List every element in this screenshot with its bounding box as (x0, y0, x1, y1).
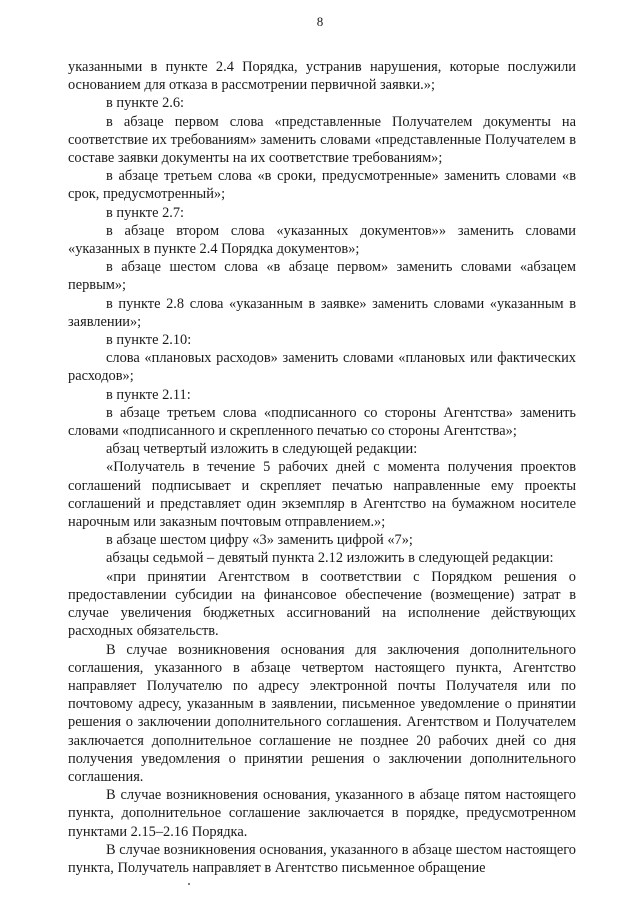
paragraph: В случае возникновения основания, указанного в абзаце шестом настоящего пункта, Получатель направляет в Агентство письменное обращение (68, 841, 576, 876)
paragraph: указанными в пункте 2.4 Порядка, устранив нарушения, которые послужили основанием для отказа в рассмотрении первичной заявки.»; (68, 59, 576, 94)
document-body (68, 58, 576, 877)
paragraph: в пункте 2.7: (106, 204, 185, 221)
paragraph: в абзаце третьем слова «подписанного со стороны Агентства» заменить словами «подписанного и скрепленного печатью со стороны Агентства»; (68, 404, 576, 440)
paragraph: слова «плановых расходов» заменить словами «плановых или фактических расходов»; (68, 350, 576, 385)
paragraph: в пункте 2.11: (106, 386, 191, 403)
paragraph: В случае возникновения основания, указанного в абзаце пятом настоящего пункта, дополнительное соглашение заключается в порядке, предусмотренном пунктами 2.15–2.16 Порядка. (68, 787, 576, 840)
paragraph: в пункте 2.10: (106, 332, 192, 349)
paragraph: в абзаце втором слова «указанных документов»» заменить словами «указанных в пункте 2.4 Порядка документов»; (68, 222, 576, 258)
paragraph: в пункте 2.6: (106, 95, 185, 112)
paragraph: в абзаце шестом слова «в абзаце первом» заменить словами «абзацем первым»; (68, 259, 576, 294)
paragraph: в абзаце шестом цифру «3» заменить цифрой «7»; (106, 532, 413, 549)
paragraph: в абзаце третьем слова «в сроки, предусмотренные» заменить словами «в срок, предусмотренный»; (68, 168, 576, 203)
paragraph: абзацы седьмой – девятый пункта 2.12 изложить в следующей редакции: (106, 550, 554, 567)
scan-artifact-dot (188, 883, 190, 885)
paragraph: «при принятии Агентством в соответствии с Порядком решения о предоставлении субсидии на финансовое обеспечение (возмещение) затрат в случае увеличения бюджетных ассигнований на исполнение действующих расходных обязательств. (68, 568, 576, 640)
page-number: 8 (316, 14, 324, 29)
paragraph: «Получатель в течение 5 рабочих дней с момента получения проектов соглашений подписывает и скрепляет печатью направленные ему проекты соглашений и представляет один экземпляр в Агентство на бумажном носителе нарочным или заказным почтовым отправлением.»; (68, 459, 576, 531)
paragraph: абзац четвертый изложить в следующей редакции: (106, 441, 418, 458)
paragraph: в абзаце первом слова «представленные Получателем документы на соответствие их требованиям» заменить словами «представленные Получателем в составе заявки документы на их соответствие требованиям»; (68, 113, 576, 167)
paragraph: В случае возникновения основания для заключения дополнительного соглашения, указанного в абзаце четвертом настоящего пункта, Агентство направляет Получателю по адресу электронной почты Получателя или по почтовому адресу, указанным в заявлении, письменное уведомление о принятии решения о заключении дополнительного соглашения. Агентством и Получателем заключается дополнительное соглашение не позднее 20 рабочих дней со дня получения уведомления о принятии решения о заключении дополнительного соглашения. (68, 641, 576, 785)
paragraph: в пункте 2.8 слова «указанным в заявке» заменить словами «указанным в заявлении»; (68, 295, 576, 330)
